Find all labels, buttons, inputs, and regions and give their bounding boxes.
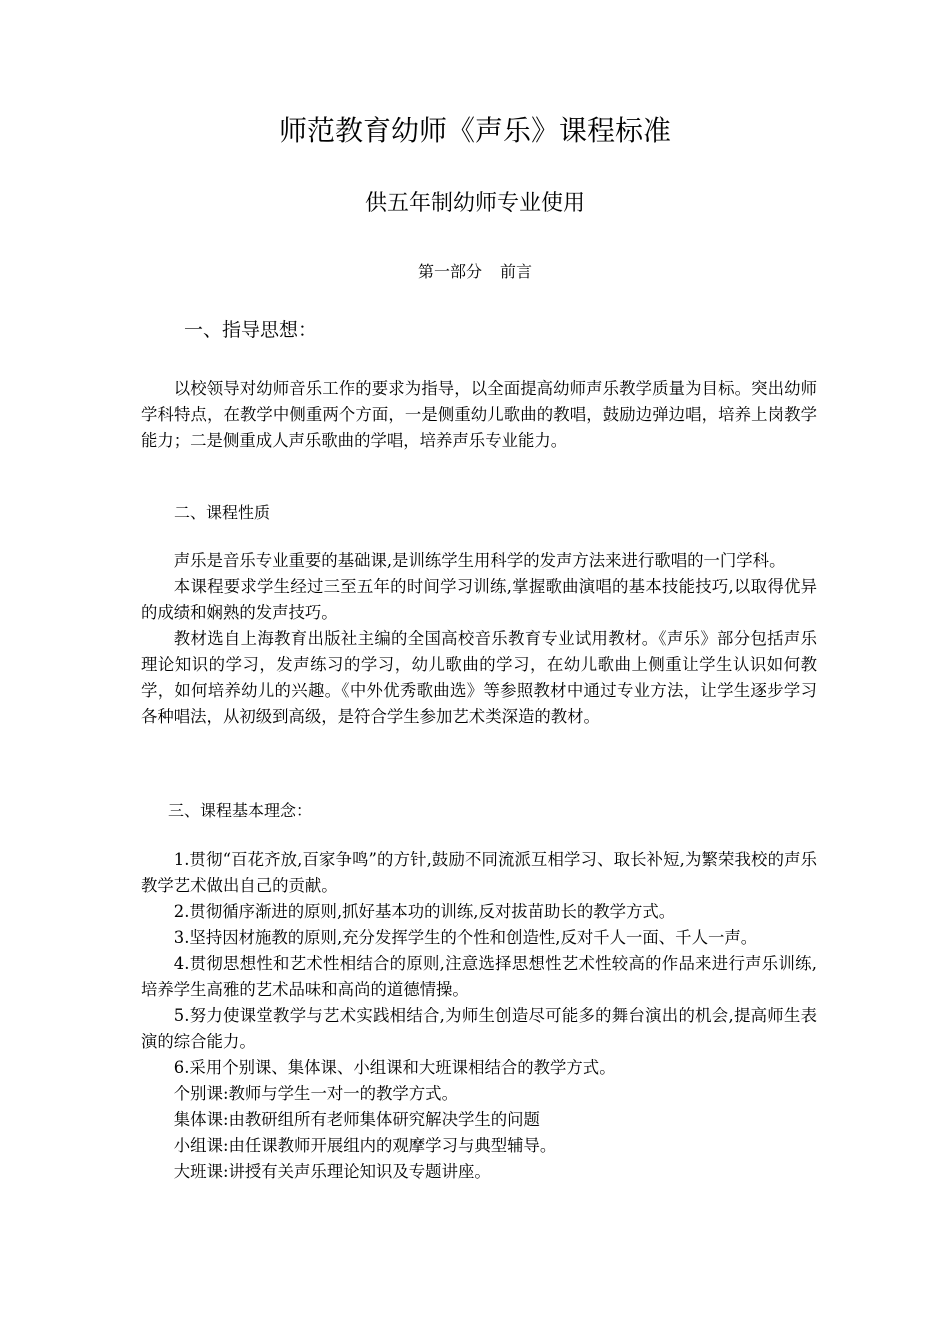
section-1-body xyxy=(141,376,817,454)
list-item: 5.努力使课堂教学与艺术实践相结合,为师生创造尽可能多的舞台演出的机会,提高师生表演的综合能力。 xyxy=(141,1006,817,1051)
list-item: 大班课:讲授有关声乐理论知识及专题讲座。 xyxy=(173,1162,491,1181)
section-2-paragraph: 声乐是音乐专业重要的基础课,是训练学生用科学的发声方法来进行歌唱的一门学科。 xyxy=(173,551,786,570)
section-3-list xyxy=(141,847,817,1185)
part-number: 第一部分 xyxy=(417,262,482,281)
section-2-body xyxy=(141,548,817,730)
list-item: 3.坚持因材施教的原则,充分发挥学生的个性和创造性,反对千人一面、千人一声。 xyxy=(173,928,758,947)
list-item: 集体课:由教研组所有老师集体研究解决学生的问题 xyxy=(173,1110,540,1129)
part-heading xyxy=(0,259,950,285)
section-3-heading: 三、课程基本理念： xyxy=(168,801,313,820)
section-2-heading: 二、课程性质 xyxy=(174,503,271,522)
section-2-paragraph: 教材选自上海教育出版社主编的全国高校音乐教育专业试用教材。《声乐》部分包括声乐理论知识的学习，发声练习的学习，幼儿歌曲的学习，在幼儿歌曲上侧重让学生认识如何教学，如何培养幼儿的兴趣。《中外优秀歌曲选》等参照教材中通过专业方法，让学生逐步学习各种唱法，从初级到高级，是符合学生参加艺术类深造的教材。 xyxy=(141,629,817,726)
list-item: 6.采用个别课、集体课、小组课和大班课相结合的教学方式。 xyxy=(173,1058,616,1077)
list-item: 2.贯彻循序渐进的原则,抓好基本功的训练,反对拔苗助长的教学方式。 xyxy=(173,902,676,921)
list-item: 4.贯彻思想性和艺术性相结合的原则,注意选择思想性艺术性较高的作品来进行声乐训练,培养学生高雅的艺术品味和高尚的道德情操。 xyxy=(141,954,817,999)
section-1-heading: 一、指导思想： xyxy=(184,319,318,341)
list-item: 小组课:由任课教师开展组内的观摩学习与典型辅导。 xyxy=(173,1136,557,1155)
document-subtitle: 供五年制幼师专业使用 xyxy=(364,191,585,216)
list-item: 个别课:教师与学生一对一的教学方式。 xyxy=(173,1084,458,1103)
document-title: 师范教育幼师《声乐》课程标准 xyxy=(278,114,671,147)
section-2-paragraph: 本课程要求学生经过三至五年的时间学习训练,掌握歌曲演唱的基本技能技巧,以取得优异的成绩和娴熟的发声技巧。 xyxy=(141,577,817,622)
list-item: 1.贯彻“百花齐放,百家争鸣”的方针,鼓励不同流派互相学习、取长补短,为繁荣我校的声乐教学艺术做出自己的贡献。 xyxy=(141,850,817,895)
section-1-paragraph: 以校领导对幼师音乐工作的要求为指导，以全面提高幼师声乐教学质量为目标。突出幼师学科特点，在教学中侧重两个方面，一是侧重幼儿歌曲的教唱，鼓励边弹边唱，培养上岗教学能力；二是侧重成人声乐歌曲的学唱，培养声乐专业能力。 xyxy=(141,379,817,450)
part-name: 前言 xyxy=(500,262,533,281)
